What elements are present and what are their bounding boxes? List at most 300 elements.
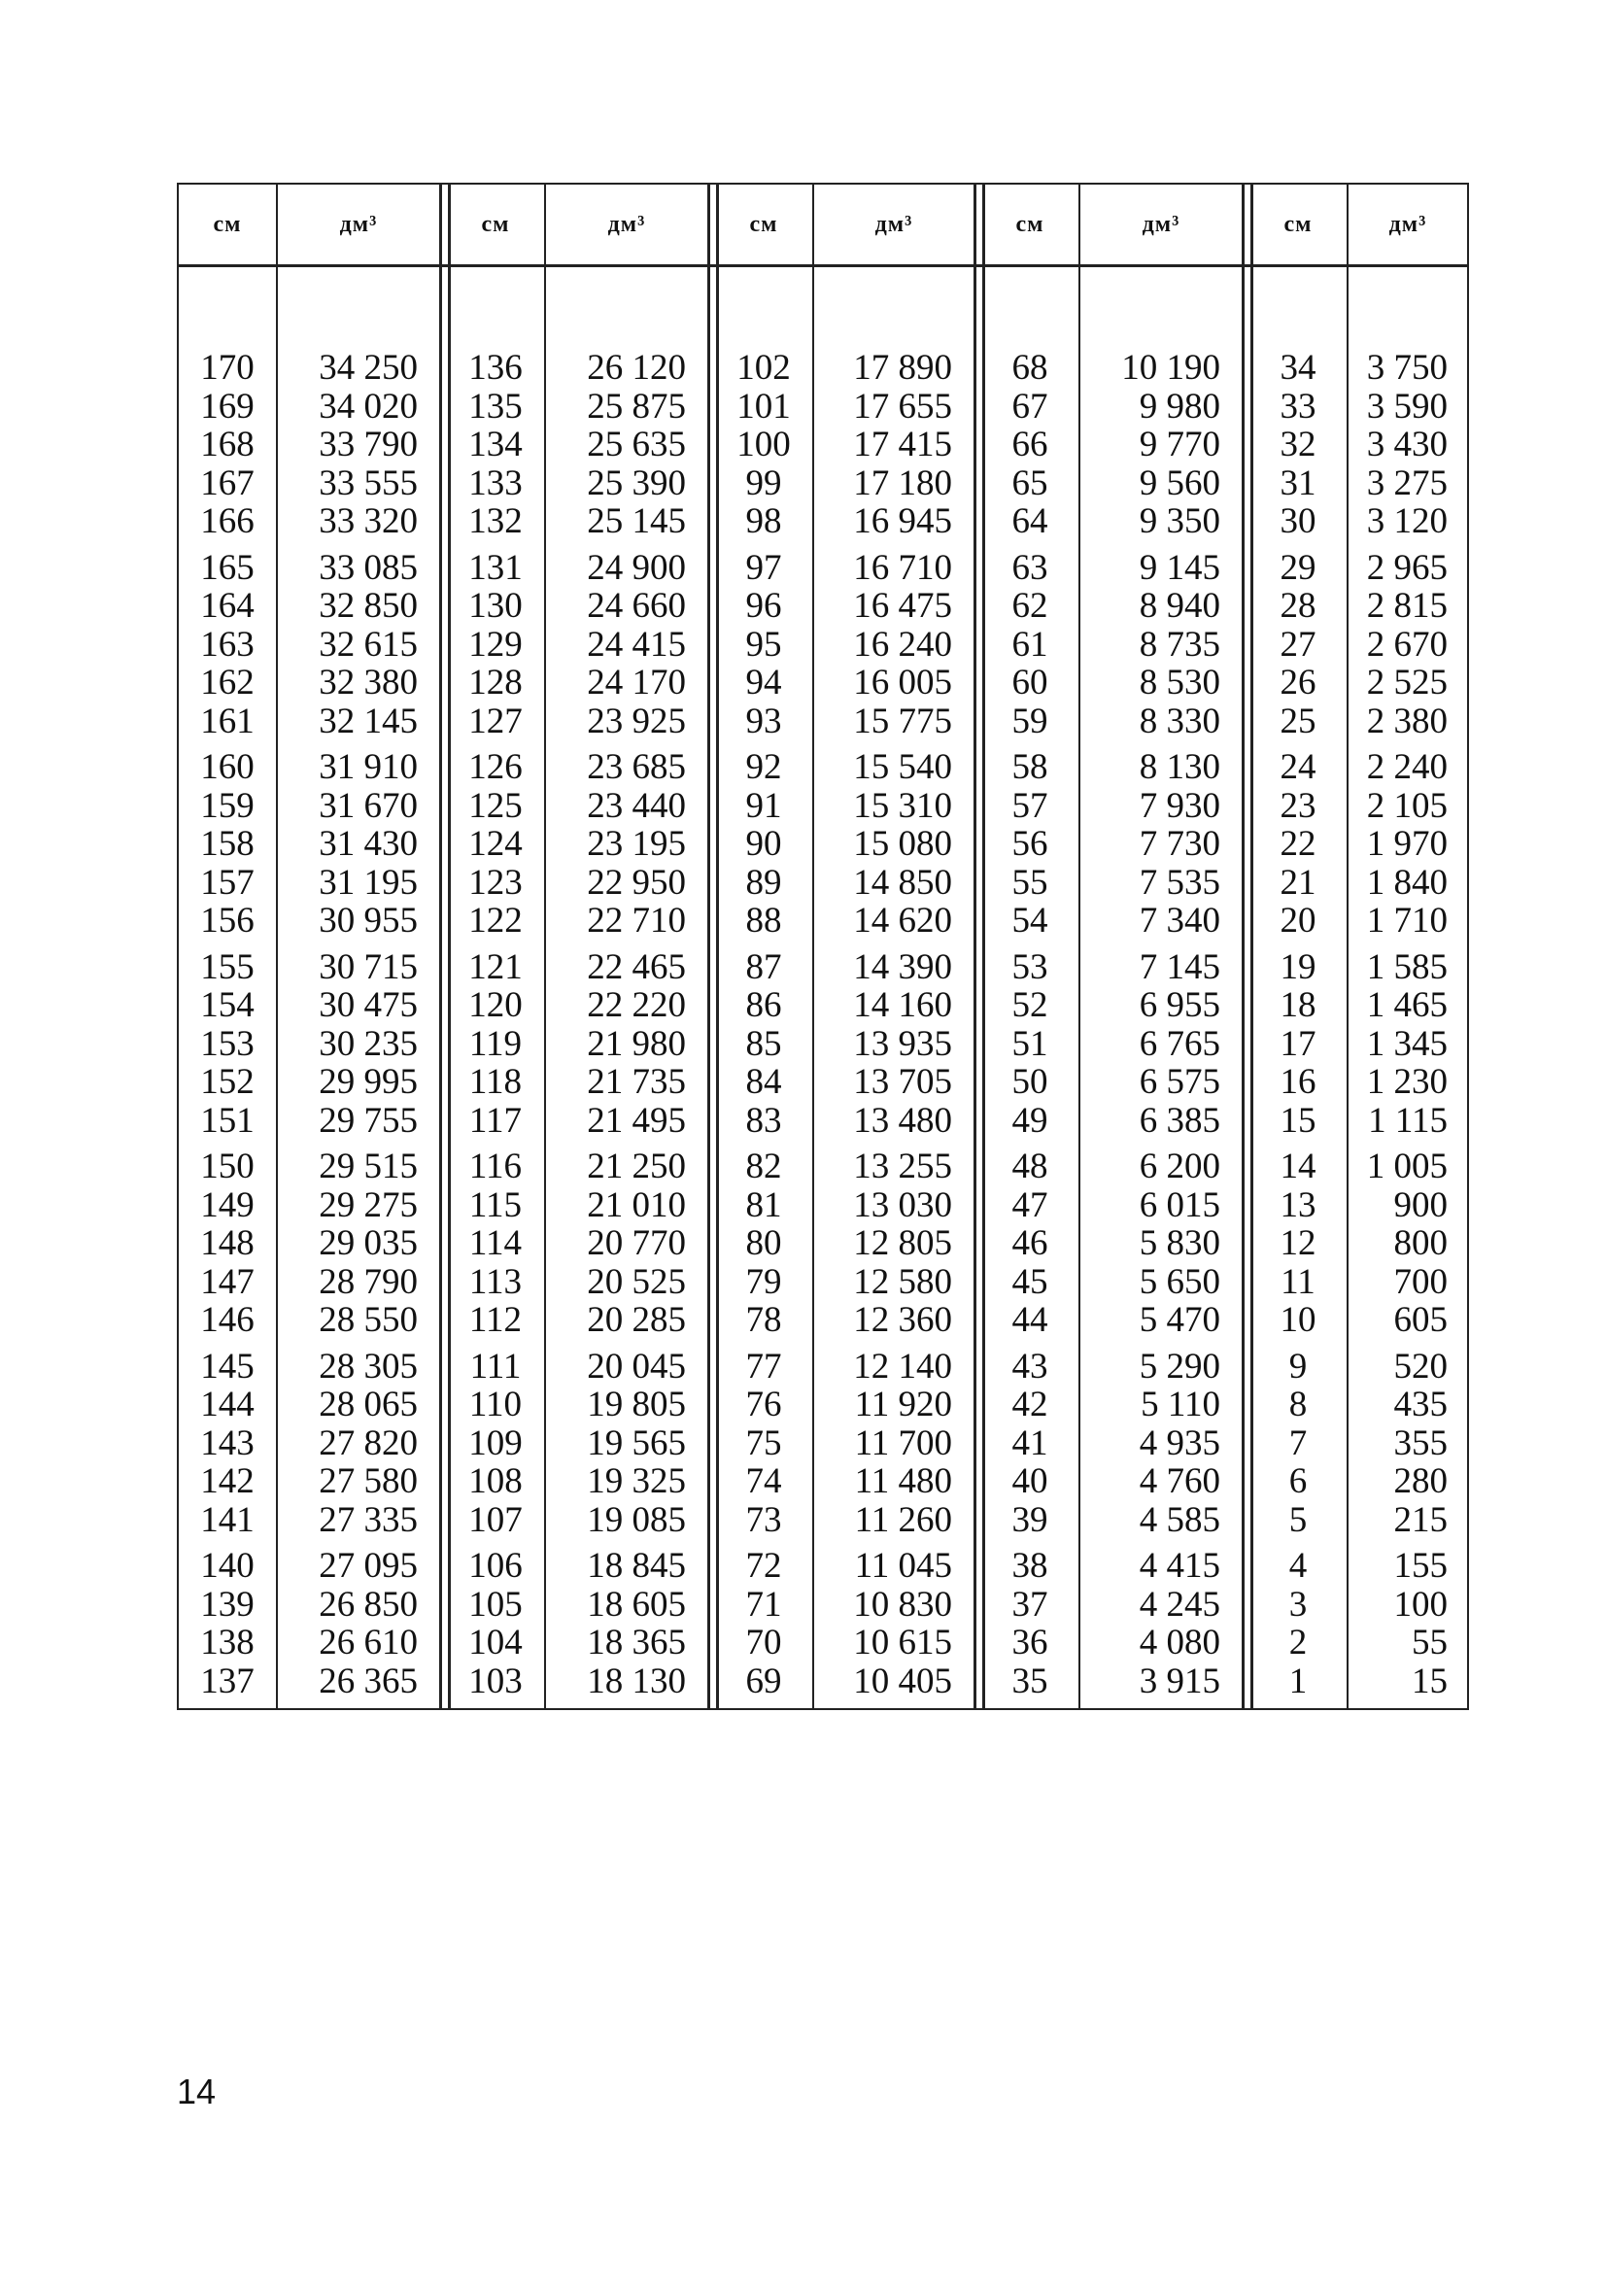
- cell-dm: 1 585: [1366, 946, 1448, 987]
- cell-dm: 29 995: [319, 1062, 418, 1102]
- cell-dm: 21 495: [587, 1100, 686, 1141]
- cell-cm: 77: [745, 1346, 782, 1387]
- cell-cm: 156: [200, 901, 255, 941]
- cell-dm: 26 850: [319, 1584, 418, 1625]
- cell-cm: 30: [1280, 501, 1316, 541]
- cell-cm: 142: [200, 1461, 255, 1501]
- cell-cm: 52: [1011, 985, 1048, 1025]
- cell-dm: 605: [1393, 1300, 1448, 1340]
- cell-dm: 2 815: [1366, 586, 1448, 626]
- cell-dm: 9 560: [1139, 463, 1220, 503]
- cell-dm: 155: [1393, 1546, 1448, 1586]
- cell-cm: 136: [468, 348, 523, 388]
- cell-cm: 89: [745, 862, 782, 903]
- cell-cm: 62: [1011, 586, 1048, 626]
- cell-dm: 55: [1412, 1623, 1448, 1662]
- cell-dm: 16 005: [853, 663, 952, 703]
- cell-cm: 93: [745, 701, 782, 741]
- cell-dm: 8 735: [1139, 624, 1220, 665]
- cell-dm: 5 650: [1139, 1261, 1220, 1302]
- cell-dm: 17 180: [853, 463, 952, 503]
- cell-dm: 12 360: [853, 1300, 952, 1340]
- cell-dm: 21 250: [587, 1147, 686, 1186]
- cell-dm: 28 550: [319, 1300, 418, 1340]
- cell-cm: 134: [468, 425, 523, 464]
- cell-cm: 118: [468, 1062, 523, 1102]
- cell-dm: 15 310: [853, 785, 952, 826]
- cell-dm: 6 015: [1139, 1184, 1220, 1225]
- cell-cm: 45: [1011, 1261, 1048, 1302]
- cell-dm: 2 105: [1366, 785, 1448, 826]
- cell-cm: 112: [468, 1300, 523, 1340]
- cell-cm: 43: [1011, 1346, 1048, 1387]
- cell-dm: 18 365: [587, 1623, 686, 1662]
- cell-cm: 90: [745, 824, 782, 864]
- cell-dm: 6 955: [1139, 985, 1220, 1025]
- cell-dm: 7 145: [1139, 946, 1220, 987]
- cell-cm: 135: [468, 386, 523, 427]
- cell-cm: 166: [200, 501, 255, 541]
- cell-cm: 114: [468, 1223, 523, 1263]
- cell-dm: 14 390: [853, 946, 952, 987]
- cell-cm: 78: [745, 1300, 782, 1340]
- cell-cm: 107: [468, 1499, 523, 1540]
- cell-cm: 149: [200, 1184, 255, 1225]
- cell-dm: 5 470: [1139, 1300, 1220, 1340]
- cell-dm: 3 120: [1366, 501, 1448, 541]
- cell-cm: 25: [1280, 701, 1316, 741]
- header-cm-4: см: [1015, 211, 1044, 237]
- header-cm-5: см: [1283, 211, 1313, 237]
- cell-cm: 83: [745, 1100, 782, 1141]
- cell-dm: 2 670: [1366, 624, 1448, 665]
- cell-cm: 39: [1011, 1499, 1048, 1540]
- cell-cm: 138: [200, 1623, 255, 1662]
- cell-cm: 146: [200, 1300, 255, 1340]
- cell-dm: 28 305: [319, 1346, 418, 1387]
- cell-cm: 60: [1011, 663, 1048, 703]
- cell-dm: 12 580: [853, 1261, 952, 1302]
- cell-cm: 4: [1288, 1546, 1308, 1586]
- cell-cm: 51: [1011, 1023, 1048, 1064]
- cell-cm: 127: [468, 701, 523, 741]
- cell-cm: 162: [200, 663, 255, 703]
- cell-dm: 13 705: [853, 1062, 952, 1102]
- cell-dm: 20 525: [587, 1261, 686, 1302]
- cell-dm: 25 875: [587, 386, 686, 427]
- cell-dm: 31 430: [319, 824, 418, 864]
- cell-dm: 29 755: [319, 1100, 418, 1141]
- cell-cm: 15: [1280, 1100, 1316, 1141]
- cell-cm: 3: [1288, 1584, 1308, 1625]
- header-dm-1: дм³: [339, 211, 378, 237]
- cell-dm: 1 465: [1366, 985, 1448, 1025]
- cell-cm: 9: [1288, 1346, 1308, 1387]
- cell-cm: 169: [200, 386, 255, 427]
- cell-dm: 10 405: [853, 1661, 952, 1701]
- cell-cm: 66: [1011, 425, 1048, 464]
- cell-cm: 11: [1281, 1261, 1316, 1302]
- cell-dm: 34 250: [319, 348, 418, 388]
- cell-dm: 355: [1393, 1422, 1448, 1463]
- cell-cm: 101: [736, 386, 791, 427]
- cell-cm: 67: [1011, 386, 1048, 427]
- cell-dm: 20 285: [587, 1300, 686, 1340]
- cell-cm: 16: [1280, 1062, 1316, 1102]
- cell-dm: 17 890: [853, 348, 952, 388]
- cell-dm: 17 655: [853, 386, 952, 427]
- cell-cm: 109: [468, 1422, 523, 1463]
- cell-dm: 27 095: [319, 1546, 418, 1586]
- cell-cm: 79: [745, 1261, 782, 1302]
- cell-dm: 15: [1412, 1661, 1448, 1701]
- cell-cm: 61: [1011, 624, 1048, 665]
- cell-dm: 22 220: [587, 985, 686, 1025]
- cell-dm: 7 340: [1139, 901, 1220, 941]
- cell-cm: 145: [200, 1346, 255, 1387]
- cell-cm: 161: [200, 701, 255, 741]
- cell-cm: 88: [745, 901, 782, 941]
- cell-dm: 1 840: [1366, 862, 1448, 903]
- cell-dm: 22 710: [587, 901, 686, 941]
- cell-cm: 7: [1288, 1422, 1308, 1463]
- cell-cm: 10: [1280, 1300, 1316, 1340]
- cell-cm: 29: [1280, 547, 1316, 588]
- cell-dm: 30 955: [319, 901, 418, 941]
- cell-cm: 21: [1280, 862, 1316, 903]
- cell-dm: 16 945: [853, 501, 952, 541]
- cell-cm: 20: [1280, 901, 1316, 941]
- cell-dm: 20 770: [587, 1223, 686, 1263]
- cell-dm: 16 240: [853, 624, 952, 665]
- cell-dm: 32 145: [319, 701, 418, 741]
- cell-dm: 28 790: [319, 1261, 418, 1302]
- cell-dm: 9 350: [1139, 501, 1220, 541]
- cell-cm: 49: [1011, 1100, 1048, 1141]
- cell-cm: 38: [1011, 1546, 1048, 1586]
- cell-dm: 13 030: [853, 1184, 952, 1225]
- cell-dm: 900: [1393, 1184, 1448, 1225]
- cell-cm: 159: [200, 785, 255, 826]
- cell-cm: 123: [468, 862, 523, 903]
- cell-cm: 91: [745, 785, 782, 826]
- cell-cm: 105: [468, 1584, 523, 1625]
- cell-dm: 29 275: [319, 1184, 418, 1225]
- cell-cm: 94: [745, 663, 782, 703]
- cell-dm: 11 700: [854, 1422, 952, 1463]
- cell-cm: 115: [468, 1184, 523, 1225]
- cell-cm: 71: [745, 1584, 782, 1625]
- cell-dm: 12 805: [853, 1223, 952, 1263]
- cell-dm: 6 765: [1139, 1023, 1220, 1064]
- cell-dm: 1 230: [1366, 1062, 1448, 1102]
- cell-dm: 10 190: [1121, 348, 1220, 388]
- cell-dm: 31 195: [319, 862, 418, 903]
- cell-dm: 11 920: [854, 1385, 952, 1424]
- cell-dm: 24 415: [587, 624, 686, 665]
- cell-dm: 7 930: [1139, 785, 1220, 826]
- cell-dm: 215: [1393, 1499, 1448, 1540]
- cell-dm: 27 580: [319, 1461, 418, 1501]
- cell-cm: 148: [200, 1223, 255, 1263]
- cell-cm: 31: [1280, 463, 1316, 503]
- cell-cm: 24: [1280, 747, 1316, 787]
- cell-dm: 26 365: [319, 1661, 418, 1701]
- cell-cm: 12: [1280, 1223, 1316, 1263]
- cell-cm: 6: [1288, 1461, 1308, 1501]
- cell-cm: 170: [200, 348, 255, 388]
- cell-cm: 132: [468, 501, 523, 541]
- cell-dm: 32 850: [319, 586, 418, 626]
- cell-dm: 435: [1393, 1385, 1448, 1424]
- cell-dm: 2 965: [1366, 547, 1448, 588]
- cell-cm: 153: [200, 1023, 255, 1064]
- cell-cm: 8: [1288, 1385, 1308, 1424]
- cell-cm: 113: [468, 1261, 523, 1302]
- cell-dm: 13 480: [853, 1100, 952, 1141]
- cell-cm: 48: [1011, 1147, 1048, 1186]
- cell-dm: 5 290: [1139, 1346, 1220, 1387]
- cell-dm: 11 480: [854, 1461, 952, 1501]
- cell-cm: 131: [468, 547, 523, 588]
- cell-cm: 165: [200, 547, 255, 588]
- cell-dm: 24 170: [587, 663, 686, 703]
- cell-dm: 21 735: [587, 1062, 686, 1102]
- cell-cm: 96: [745, 586, 782, 626]
- cell-cm: 143: [200, 1422, 255, 1463]
- cell-cm: 151: [200, 1100, 255, 1141]
- cell-dm: 2 240: [1366, 747, 1448, 787]
- header-cm-2: см: [481, 211, 510, 237]
- cell-dm: 4 935: [1139, 1422, 1220, 1463]
- cell-dm: 21 010: [587, 1184, 686, 1225]
- cell-dm: 5 110: [1141, 1385, 1220, 1424]
- cell-cm: 157: [200, 862, 255, 903]
- header-cm-3: см: [749, 211, 778, 237]
- cell-dm: 3 275: [1366, 463, 1448, 503]
- cell-dm: 7 730: [1139, 824, 1220, 864]
- cell-cm: 80: [745, 1223, 782, 1263]
- cell-cm: 108: [468, 1461, 523, 1501]
- cell-cm: 139: [200, 1584, 255, 1625]
- cell-dm: 4 080: [1139, 1623, 1220, 1662]
- cell-dm: 30 475: [319, 985, 418, 1025]
- table-header: [179, 185, 1467, 267]
- cell-cm: 41: [1011, 1422, 1048, 1463]
- cell-dm: 3 750: [1366, 348, 1448, 388]
- cell-cm: 133: [468, 463, 523, 503]
- cell-dm: 19 085: [587, 1499, 686, 1540]
- cell-dm: 2 380: [1366, 701, 1448, 741]
- cell-dm: 22 465: [587, 946, 686, 987]
- cell-cm: 55: [1011, 862, 1048, 903]
- cell-cm: 129: [468, 624, 523, 665]
- cell-cm: 154: [200, 985, 255, 1025]
- cell-cm: 155: [200, 946, 255, 987]
- cell-dm: 15 080: [853, 824, 952, 864]
- cell-dm: 15 775: [853, 701, 952, 741]
- cell-dm: 700: [1393, 1261, 1448, 1302]
- cell-cm: 122: [468, 901, 523, 941]
- cell-dm: 27 820: [319, 1422, 418, 1463]
- cell-dm: 1 345: [1366, 1023, 1448, 1064]
- cell-dm: 21 980: [587, 1023, 686, 1064]
- cell-cm: 64: [1011, 501, 1048, 541]
- header-cm-1: см: [213, 211, 242, 237]
- cell-dm: 26 610: [319, 1623, 418, 1662]
- cell-cm: 74: [745, 1461, 782, 1501]
- cell-dm: 27 335: [319, 1499, 418, 1540]
- cell-dm: 11 045: [854, 1546, 952, 1586]
- cell-cm: 87: [745, 946, 782, 987]
- cell-dm: 16 475: [853, 586, 952, 626]
- cell-cm: 152: [200, 1062, 255, 1102]
- cell-cm: 26: [1280, 663, 1316, 703]
- cell-dm: 16 710: [853, 547, 952, 588]
- cell-cm: 14: [1280, 1147, 1316, 1186]
- cell-dm: 8 940: [1139, 586, 1220, 626]
- cell-dm: 4 585: [1139, 1499, 1220, 1540]
- cell-cm: 164: [200, 586, 255, 626]
- cell-cm: 37: [1011, 1584, 1048, 1625]
- cell-cm: 163: [200, 624, 255, 665]
- cell-cm: 76: [745, 1385, 782, 1424]
- header-dm-5: дм³: [1388, 211, 1427, 237]
- cell-cm: 150: [200, 1147, 255, 1186]
- cell-cm: 137: [200, 1661, 255, 1701]
- cell-cm: 59: [1011, 701, 1048, 741]
- cell-cm: 140: [200, 1546, 255, 1586]
- header-dm-3: дм³: [874, 211, 913, 237]
- cell-dm: 24 900: [587, 547, 686, 588]
- cell-cm: 2: [1288, 1623, 1308, 1662]
- cell-dm: 19 325: [587, 1461, 686, 1501]
- cell-cm: 56: [1011, 824, 1048, 864]
- cell-cm: 18: [1280, 985, 1316, 1025]
- cell-cm: 68: [1011, 348, 1048, 388]
- cell-cm: 46: [1011, 1223, 1048, 1263]
- cell-dm: 100: [1393, 1584, 1448, 1625]
- cell-dm: 25 390: [587, 463, 686, 503]
- cell-dm: 14 850: [853, 862, 952, 903]
- cell-dm: 28 065: [319, 1385, 418, 1424]
- cell-dm: 520: [1393, 1346, 1448, 1387]
- cell-dm: 2 525: [1366, 663, 1448, 703]
- cell-cm: 126: [468, 747, 523, 787]
- cell-dm: 23 195: [587, 824, 686, 864]
- cell-dm: 9 980: [1139, 386, 1220, 427]
- cell-dm: 31 910: [319, 747, 418, 787]
- cell-cm: 50: [1011, 1062, 1048, 1102]
- cell-cm: 65: [1011, 463, 1048, 503]
- cell-cm: 130: [468, 586, 523, 626]
- cell-cm: 35: [1011, 1661, 1048, 1701]
- cell-dm: 3 590: [1366, 386, 1448, 427]
- cell-dm: 4 760: [1139, 1461, 1220, 1501]
- cell-dm: 4 245: [1139, 1584, 1220, 1625]
- cell-dm: 3 430: [1366, 425, 1448, 464]
- cell-dm: 23 440: [587, 785, 686, 826]
- cell-cm: 33: [1280, 386, 1316, 427]
- cell-dm: 7 535: [1139, 862, 1220, 903]
- cell-cm: 121: [468, 946, 523, 987]
- cell-dm: 11 260: [854, 1499, 952, 1540]
- cell-dm: 1 115: [1368, 1100, 1448, 1141]
- header-dm-2: дм³: [607, 211, 646, 237]
- cell-cm: 99: [745, 463, 782, 503]
- cell-cm: 42: [1011, 1385, 1048, 1424]
- cell-dm: 10 830: [853, 1584, 952, 1625]
- cell-dm: 33 555: [319, 463, 418, 503]
- cell-cm: 147: [200, 1261, 255, 1302]
- cell-cm: 100: [736, 425, 791, 464]
- cell-cm: 32: [1280, 425, 1316, 464]
- cell-dm: 1 005: [1366, 1147, 1448, 1186]
- cell-cm: 86: [745, 985, 782, 1025]
- cell-cm: 144: [200, 1385, 255, 1424]
- cell-dm: 19 565: [587, 1422, 686, 1463]
- cell-dm: 8 330: [1139, 701, 1220, 741]
- cell-dm: 6 385: [1139, 1100, 1220, 1141]
- cell-dm: 10 615: [853, 1623, 952, 1662]
- cell-dm: 14 620: [853, 901, 952, 941]
- header-dm-4: дм³: [1142, 211, 1180, 237]
- cell-dm: 30 235: [319, 1023, 418, 1064]
- cell-cm: 116: [468, 1147, 523, 1186]
- cell-dm: 9 145: [1139, 547, 1220, 588]
- cell-cm: 168: [200, 425, 255, 464]
- cell-cm: 72: [745, 1546, 782, 1586]
- cell-cm: 34: [1280, 348, 1316, 388]
- cell-dm: 800: [1393, 1223, 1448, 1263]
- cell-cm: 70: [745, 1623, 782, 1662]
- cell-cm: 95: [745, 624, 782, 665]
- cell-dm: 22 950: [587, 862, 686, 903]
- cell-cm: 23: [1280, 785, 1316, 826]
- cell-cm: 40: [1011, 1461, 1048, 1501]
- cell-cm: 111: [469, 1346, 522, 1387]
- cell-dm: 30 715: [319, 946, 418, 987]
- cell-cm: 141: [200, 1499, 255, 1540]
- cell-cm: 124: [468, 824, 523, 864]
- cell-cm: 22: [1280, 824, 1316, 864]
- cell-dm: 18 845: [587, 1546, 686, 1586]
- cell-dm: 280: [1393, 1461, 1448, 1501]
- cell-dm: 33 320: [319, 501, 418, 541]
- cell-dm: 1 970: [1366, 824, 1448, 864]
- cell-dm: 26 120: [587, 348, 686, 388]
- cell-cm: 102: [736, 348, 791, 388]
- cell-dm: 14 160: [853, 985, 952, 1025]
- cell-dm: 29 515: [319, 1147, 418, 1186]
- cell-cm: 97: [745, 547, 782, 588]
- cell-cm: 47: [1011, 1184, 1048, 1225]
- cell-dm: 13 935: [853, 1023, 952, 1064]
- cell-cm: 13: [1280, 1184, 1316, 1225]
- cell-dm: 3 915: [1139, 1661, 1220, 1701]
- cell-cm: 69: [745, 1661, 782, 1701]
- volume-table: [177, 183, 1469, 1710]
- cell-dm: 20 045: [587, 1346, 686, 1387]
- cell-dm: 19 805: [587, 1385, 686, 1424]
- cell-cm: 19: [1280, 946, 1316, 987]
- cell-dm: 32 615: [319, 624, 418, 665]
- cell-dm: 4 415: [1139, 1546, 1220, 1586]
- cell-cm: 81: [745, 1184, 782, 1225]
- cell-cm: 36: [1011, 1623, 1048, 1662]
- cell-dm: 23 925: [587, 701, 686, 741]
- cell-dm: 6 575: [1139, 1062, 1220, 1102]
